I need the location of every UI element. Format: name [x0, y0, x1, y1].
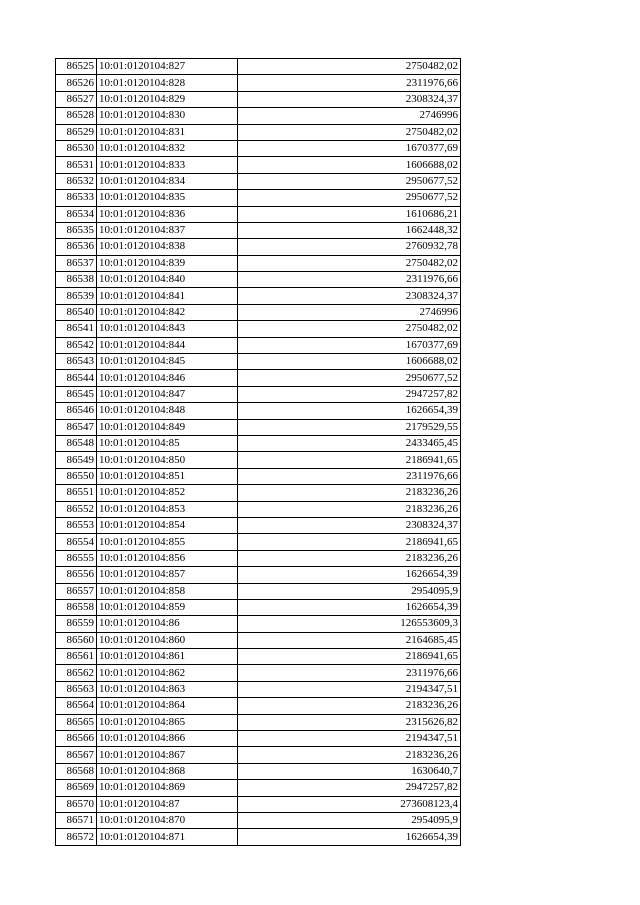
cadastral-value-cell: 2186941,65 — [238, 649, 461, 665]
table-row — [56, 403, 461, 419]
cadastral-number-cell: 10:01:0120104:868 — [97, 763, 238, 779]
row-id-cell: 86527 — [56, 91, 97, 107]
table-row — [56, 288, 461, 304]
row-id-cell: 86564 — [56, 698, 97, 714]
table-row — [56, 435, 461, 451]
row-id-cell: 86535 — [56, 222, 97, 238]
table-row — [56, 632, 461, 648]
row-id-cell: 86565 — [56, 714, 97, 730]
cadastral-number-cell: 10:01:0120104:858 — [97, 583, 238, 599]
row-id-cell: 86553 — [56, 517, 97, 533]
row-id-cell: 86559 — [56, 616, 97, 632]
row-id-cell: 86529 — [56, 124, 97, 140]
cadastral-number-cell: 10:01:0120104:861 — [97, 649, 238, 665]
cadastral-number-cell: 10:01:0120104:841 — [97, 288, 238, 304]
table-row — [56, 665, 461, 681]
cadastral-value-cell: 2750482,02 — [238, 124, 461, 140]
cadastral-number-cell: 10:01:0120104:842 — [97, 304, 238, 320]
cadastral-value-cell: 2954095,9 — [238, 812, 461, 828]
row-id-cell: 86558 — [56, 599, 97, 615]
row-id-cell: 86552 — [56, 501, 97, 517]
cadastral-value-cell: 1670377,69 — [238, 337, 461, 353]
row-id-cell: 86533 — [56, 190, 97, 206]
cadastral-value-cell: 2950677,52 — [238, 190, 461, 206]
cadastral-number-cell: 10:01:0120104:839 — [97, 255, 238, 271]
cadastral-value-cell: 1606688,02 — [238, 157, 461, 173]
cadastral-value-cell: 2954095,9 — [238, 583, 461, 599]
table-row — [56, 485, 461, 501]
table-row — [56, 337, 461, 353]
cadastral-number-cell: 10:01:0120104:838 — [97, 239, 238, 255]
row-id-cell: 86571 — [56, 812, 97, 828]
cadastral-number-cell: 10:01:0120104:828 — [97, 75, 238, 91]
table-row — [56, 124, 461, 140]
table-row — [56, 517, 461, 533]
cadastral-number-cell: 10:01:0120104:865 — [97, 714, 238, 730]
cadastral-number-cell: 10:01:0120104:85 — [97, 435, 238, 451]
cadastral-value-cell: 2183236,26 — [238, 698, 461, 714]
table-row — [56, 140, 461, 156]
table-row — [56, 698, 461, 714]
cadastral-number-cell: 10:01:0120104:847 — [97, 386, 238, 402]
cadastral-value-cell: 1606688,02 — [238, 354, 461, 370]
row-id-cell: 86549 — [56, 452, 97, 468]
row-id-cell: 86538 — [56, 272, 97, 288]
cadastral-number-cell: 10:01:0120104:844 — [97, 337, 238, 353]
row-id-cell: 86555 — [56, 550, 97, 566]
row-id-cell: 86567 — [56, 747, 97, 763]
table-row — [56, 354, 461, 370]
cadastral-value-cell: 2950677,52 — [238, 370, 461, 386]
table-row — [56, 239, 461, 255]
table-row — [56, 567, 461, 583]
cadastral-number-cell: 10:01:0120104:863 — [97, 681, 238, 697]
cadastral-value-cell: 1626654,39 — [238, 403, 461, 419]
cadastral-value-cell: 2746996 — [238, 108, 461, 124]
row-id-cell: 86534 — [56, 206, 97, 222]
cadastral-value-cell: 2311976,66 — [238, 272, 461, 288]
cadastral-number-cell: 10:01:0120104:871 — [97, 829, 238, 845]
table-row — [56, 419, 461, 435]
cadastral-value-cell: 1626654,39 — [238, 829, 461, 845]
cadastral-number-cell: 10:01:0120104:843 — [97, 321, 238, 337]
table-row — [56, 681, 461, 697]
cadastral-value-cell: 2183236,26 — [238, 747, 461, 763]
cadastral-number-cell: 10:01:0120104:853 — [97, 501, 238, 517]
cadastral-value-cell: 2183236,26 — [238, 550, 461, 566]
cadastral-number-cell: 10:01:0120104:862 — [97, 665, 238, 681]
row-id-cell: 86547 — [56, 419, 97, 435]
row-id-cell: 86541 — [56, 321, 97, 337]
cadastral-number-cell: 10:01:0120104:850 — [97, 452, 238, 468]
table-row — [56, 452, 461, 468]
cadastral-number-cell: 10:01:0120104:836 — [97, 206, 238, 222]
row-id-cell: 86563 — [56, 681, 97, 697]
cadastral-value-cell: 2183236,26 — [238, 501, 461, 517]
cadastral-value-cell: 2164685,45 — [238, 632, 461, 648]
row-id-cell: 86551 — [56, 485, 97, 501]
row-id-cell: 86554 — [56, 534, 97, 550]
row-id-cell: 86530 — [56, 140, 97, 156]
cadastral-value-cell: 2315626,82 — [238, 714, 461, 730]
table-row — [56, 714, 461, 730]
row-id-cell: 86556 — [56, 567, 97, 583]
table-row — [56, 812, 461, 828]
cadastral-number-cell: 10:01:0120104:848 — [97, 403, 238, 419]
cadastral-number-cell: 10:01:0120104:869 — [97, 780, 238, 796]
cadastral-value-cell: 126553609,3 — [238, 616, 461, 632]
row-id-cell: 86561 — [56, 649, 97, 665]
table-row — [56, 599, 461, 615]
table-row — [56, 370, 461, 386]
cadastral-number-cell: 10:01:0120104:852 — [97, 485, 238, 501]
table-row — [56, 550, 461, 566]
cadastral-value-cell: 2750482,02 — [238, 59, 461, 75]
row-id-cell: 86569 — [56, 780, 97, 796]
cadastral-value-cell: 2760932,78 — [238, 239, 461, 255]
row-id-cell: 86545 — [56, 386, 97, 402]
cadastral-value-cell: 1662448,32 — [238, 222, 461, 238]
cadastral-number-cell: 10:01:0120104:855 — [97, 534, 238, 550]
cadastral-number-cell: 10:01:0120104:87 — [97, 796, 238, 812]
cadastral-value-cell: 2183236,26 — [238, 485, 461, 501]
table-row — [56, 304, 461, 320]
cadastral-number-cell: 10:01:0120104:859 — [97, 599, 238, 615]
row-id-cell: 86543 — [56, 354, 97, 370]
cadastral-number-cell: 10:01:0120104:837 — [97, 222, 238, 238]
cadastral-number-cell: 10:01:0120104:851 — [97, 468, 238, 484]
row-id-cell: 86540 — [56, 304, 97, 320]
row-id-cell: 86562 — [56, 665, 97, 681]
row-id-cell: 86537 — [56, 255, 97, 271]
row-id-cell: 86548 — [56, 435, 97, 451]
table-row — [56, 255, 461, 271]
table-row — [56, 534, 461, 550]
cadastral-number-cell: 10:01:0120104:86 — [97, 616, 238, 632]
cadastral-number-cell: 10:01:0120104:849 — [97, 419, 238, 435]
cadastral-value-cell: 2947257,82 — [238, 386, 461, 402]
cadastral-number-cell: 10:01:0120104:856 — [97, 550, 238, 566]
cadastral-value-cell: 2186941,65 — [238, 452, 461, 468]
cadastral-number-cell: 10:01:0120104:829 — [97, 91, 238, 107]
cadastral-number-cell: 10:01:0120104:860 — [97, 632, 238, 648]
cadastral-value-cell: 2194347,51 — [238, 681, 461, 697]
cadastral-value-cell: 2433465,45 — [238, 435, 461, 451]
cadastral-value-cell: 2308324,37 — [238, 288, 461, 304]
cadastral-value-cell: 1670377,69 — [238, 140, 461, 156]
row-id-cell: 86566 — [56, 731, 97, 747]
table-row — [56, 747, 461, 763]
table-row — [56, 321, 461, 337]
cadastral-number-cell: 10:01:0120104:857 — [97, 567, 238, 583]
table-row — [56, 59, 461, 75]
data-table — [55, 58, 461, 846]
cadastral-number-cell: 10:01:0120104:831 — [97, 124, 238, 140]
cadastral-value-cell: 1630640,7 — [238, 763, 461, 779]
cadastral-value-cell: 2186941,65 — [238, 534, 461, 550]
table-body — [56, 59, 461, 846]
table-row — [56, 386, 461, 402]
table-row — [56, 731, 461, 747]
cadastral-value-cell: 2308324,37 — [238, 91, 461, 107]
cadastral-number-cell: 10:01:0120104:867 — [97, 747, 238, 763]
cadastral-value-cell: 1610686,21 — [238, 206, 461, 222]
row-id-cell: 86544 — [56, 370, 97, 386]
cadastral-number-cell: 10:01:0120104:827 — [97, 59, 238, 75]
cadastral-value-cell: 2311976,66 — [238, 75, 461, 91]
cadastral-value-cell: 2950677,52 — [238, 173, 461, 189]
cadastral-number-cell: 10:01:0120104:845 — [97, 354, 238, 370]
row-id-cell: 86525 — [56, 59, 97, 75]
cadastral-value-cell: 2311976,66 — [238, 665, 461, 681]
table-row — [56, 763, 461, 779]
cadastral-value-cell: 2311976,66 — [238, 468, 461, 484]
table-row — [56, 796, 461, 812]
row-id-cell: 86572 — [56, 829, 97, 845]
table-row — [56, 780, 461, 796]
table-row — [56, 157, 461, 173]
table-row — [56, 829, 461, 845]
table-row — [56, 222, 461, 238]
row-id-cell: 86557 — [56, 583, 97, 599]
cadastral-number-cell: 10:01:0120104:834 — [97, 173, 238, 189]
table-row — [56, 501, 461, 517]
cadastral-value-cell: 2746996 — [238, 304, 461, 320]
cadastral-number-cell: 10:01:0120104:870 — [97, 812, 238, 828]
row-id-cell: 86531 — [56, 157, 97, 173]
cadastral-value-cell: 2947257,82 — [238, 780, 461, 796]
row-id-cell: 86570 — [56, 796, 97, 812]
table-row — [56, 468, 461, 484]
cadastral-value-cell: 1626654,39 — [238, 599, 461, 615]
cadastral-number-cell: 10:01:0120104:835 — [97, 190, 238, 206]
row-id-cell: 86550 — [56, 468, 97, 484]
cadastral-value-cell: 2194347,51 — [238, 731, 461, 747]
row-id-cell: 86560 — [56, 632, 97, 648]
row-id-cell: 86568 — [56, 763, 97, 779]
cadastral-number-cell: 10:01:0120104:832 — [97, 140, 238, 156]
row-id-cell: 86526 — [56, 75, 97, 91]
table-row — [56, 91, 461, 107]
cadastral-value-cell: 273608123,4 — [238, 796, 461, 812]
table-row — [56, 75, 461, 91]
table-row — [56, 108, 461, 124]
cadastral-number-cell: 10:01:0120104:833 — [97, 157, 238, 173]
table-row — [56, 583, 461, 599]
cadastral-number-cell: 10:01:0120104:840 — [97, 272, 238, 288]
cadastral-value-cell: 1626654,39 — [238, 567, 461, 583]
row-id-cell: 86532 — [56, 173, 97, 189]
cadastral-value-cell: 2750482,02 — [238, 321, 461, 337]
table-row — [56, 272, 461, 288]
cadastral-value-cell: 2179529,55 — [238, 419, 461, 435]
cadastral-number-cell: 10:01:0120104:846 — [97, 370, 238, 386]
cadastral-number-cell: 10:01:0120104:854 — [97, 517, 238, 533]
cadastral-value-cell: 2308324,37 — [238, 517, 461, 533]
table-row — [56, 206, 461, 222]
cadastral-number-cell: 10:01:0120104:830 — [97, 108, 238, 124]
table-row — [56, 616, 461, 632]
row-id-cell: 86528 — [56, 108, 97, 124]
cadastral-number-cell: 10:01:0120104:866 — [97, 731, 238, 747]
table-row — [56, 649, 461, 665]
row-id-cell: 86542 — [56, 337, 97, 353]
cadastral-number-cell: 10:01:0120104:864 — [97, 698, 238, 714]
table-row — [56, 190, 461, 206]
cadastral-value-cell: 2750482,02 — [238, 255, 461, 271]
row-id-cell: 86546 — [56, 403, 97, 419]
table-row — [56, 173, 461, 189]
row-id-cell: 86536 — [56, 239, 97, 255]
row-id-cell: 86539 — [56, 288, 97, 304]
